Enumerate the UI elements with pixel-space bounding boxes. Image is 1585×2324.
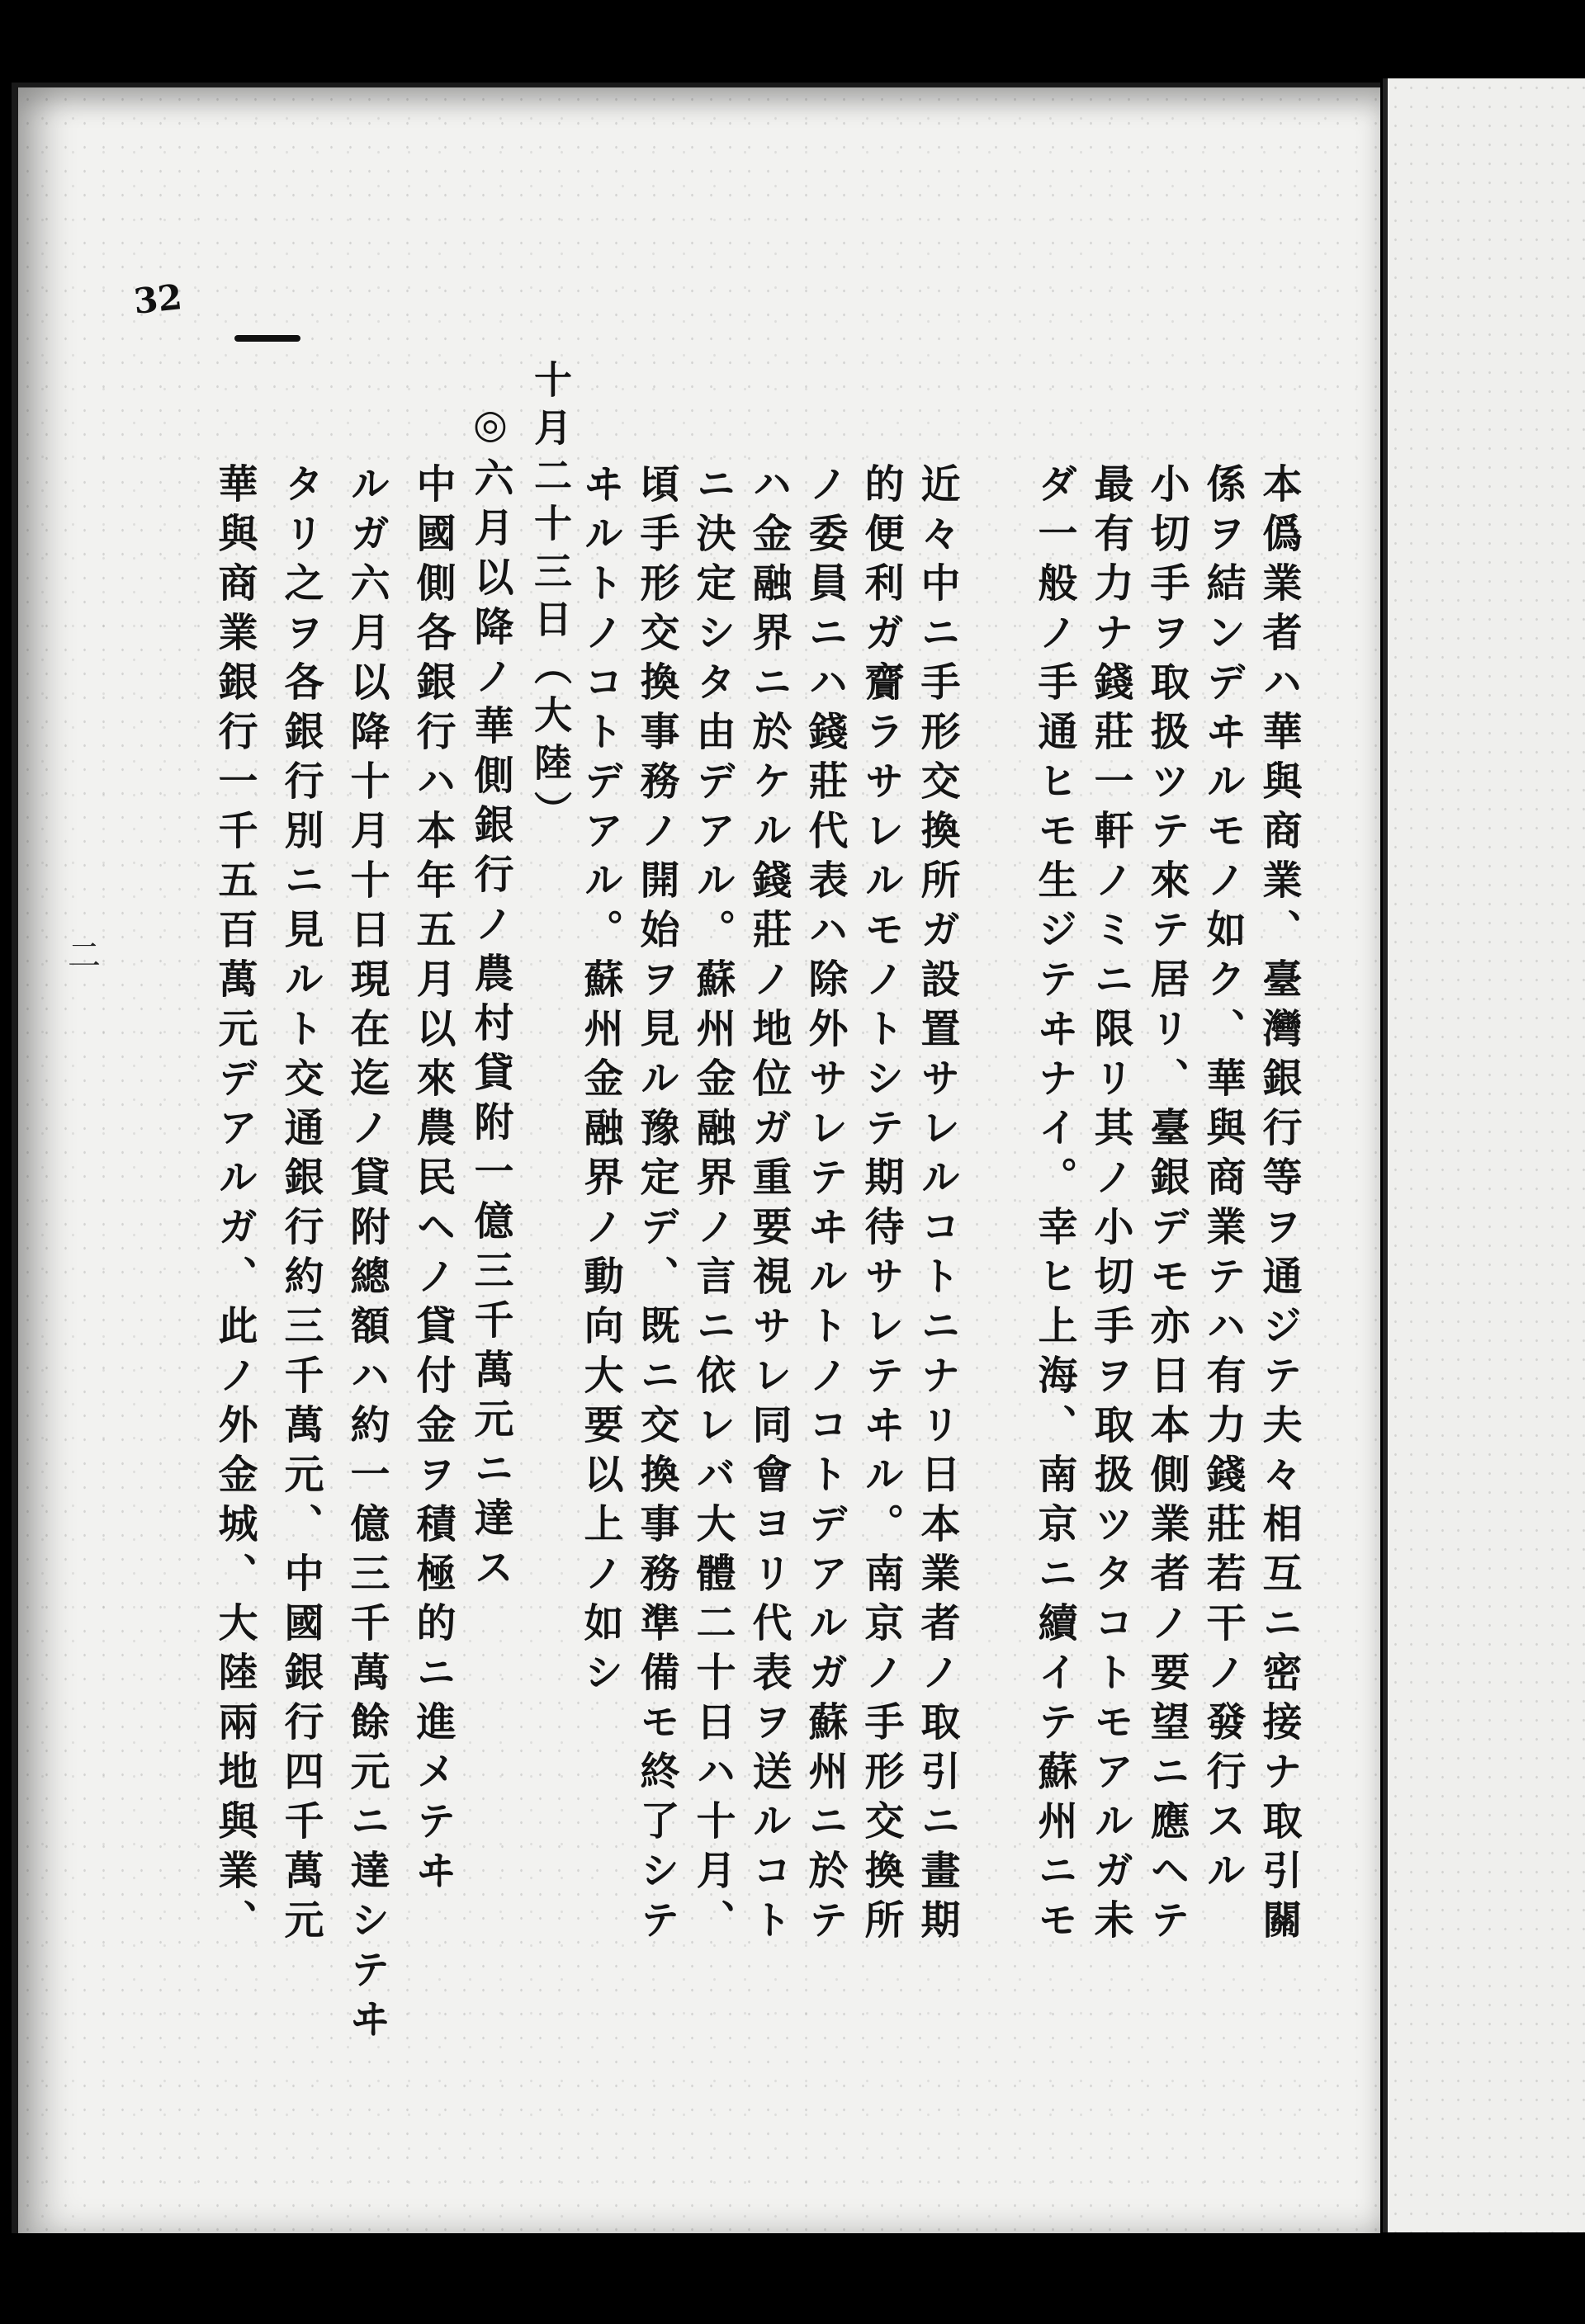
- text-column-11: 頃手形交換事務ノ開始ヲ見ル豫定デ、既ニ交換事務準備モ終了シテ: [633, 463, 679, 1948]
- text-column-5: ダ一般ノ手通ヒモ生ジテヰナイ。幸ヒ上海、南京ニ續イテ蘇州ニモ: [1031, 463, 1077, 1948]
- article-headline: ◎六月以降ノ華側銀行ノ農村貸附一億三千萬元ニ達ス: [467, 401, 513, 1596]
- text-column-4: 最有力ナ錢莊一軒ノミニ限リ其ノ小切手ヲ取扱ツタコトモアルガ未: [1087, 463, 1133, 1948]
- text-column-8: ノ委員ニハ錢莊代表ハ除外サレテヰルトノコトデアルガ蘇州ニ於テ: [802, 463, 848, 1948]
- page-dash-mark: [234, 335, 300, 342]
- page-number: 32: [131, 276, 184, 322]
- text-column-2: 係ヲ結ンデヰルモノ如ク、華與商業テハ有力錢莊若干ノ發行スル: [1199, 463, 1246, 1899]
- text-column-7: 的便利ガ齎ラサレルモノトシテ期待サレテヰル。南京ノ手形交換所: [858, 463, 904, 1948]
- text-column-9: ハ金融界ニ於ケル錢莊ノ地位ガ重要視サレ同會ヨリ代表ヲ送ルコト: [745, 463, 792, 1948]
- date-source-line: 十月二十三日（大陸）: [528, 360, 573, 838]
- text-column-12: ヰルトノコトデアル。蘇州金融界ノ動向大要以上ノ如シ: [577, 463, 623, 1701]
- margin-mark: 二: [68, 937, 101, 975]
- text-column-1: 本僞業者ハ華與商業、臺灣銀行等ヲ通ジテ夫々相互ニ密接ナ取引關: [1256, 463, 1302, 1948]
- text-column-17: タリ之ヲ各銀行別ニ見ルト交通銀行約三千萬元、中國銀行四千萬元: [277, 463, 324, 1948]
- text-column-16: ルガ六月以降十月十日現在迄ノ貸附總額ハ約一億三千萬餘元ニ達シテヰ: [343, 463, 390, 2048]
- text-column-10: ニ決定シタ由デアル。蘇州金融界ノ言ニ依レバ大體二十日ハ十月、: [689, 463, 736, 1948]
- text-column-3: 小切手ヲ取扱ツテ來テ居リ、臺銀デモ亦日本側業者ノ要望ニ應ヘテ: [1143, 463, 1190, 1948]
- document-page: [12, 83, 1380, 2233]
- adjacent-page-edge: [1383, 78, 1585, 2232]
- text-column-18: 華與商業銀行一千五百萬元デアルガ、此ノ外金城、大陸兩地與業、: [211, 463, 258, 1948]
- text-column-6: 近々中ニ手形交換所ガ設置サレルコトニナリ日本業者ノ取引ニ畫期: [914, 463, 960, 1948]
- text-column-15: 中國側各銀行ハ本年五月以來農民ヘノ貸付金ヲ積極的ニ進メテヰ: [409, 463, 456, 1899]
